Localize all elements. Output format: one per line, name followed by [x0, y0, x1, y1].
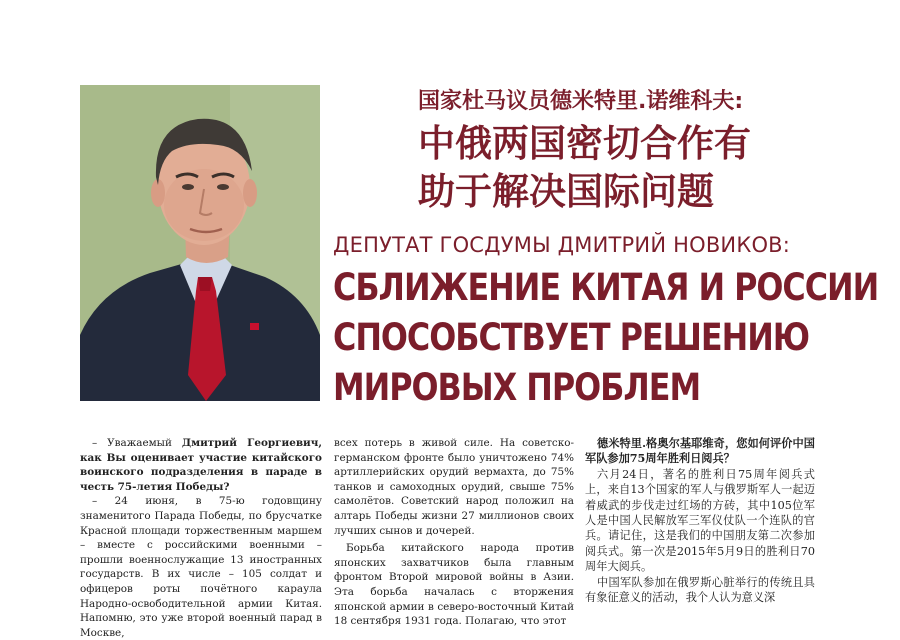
- headline-ru-title: [333, 263, 879, 413]
- question-text: Дмитрий Георгиевич, как Вы оценивает участие китайского воинского подразделения в параде в честь 75-летия Победы?: [80, 437, 322, 493]
- headline-ru-title-line: СБЛИЖЕНИЕ КИТАЯ И РОССИИ: [333, 266, 879, 309]
- interview-question-zh: 德米特里.格奥尔基耶维奇，您如何评价中国军队参加75周年胜利日阅兵？: [585, 436, 815, 466]
- interview-answer: – 24 июня, в 75-ю годовщину знаменитого Парада Победы, по брусчатке Красной площади торжественным маршем – вместе с российскими военными – прошли военнослужащие 13 иностранных государств. В их числе – 105 солдат и офицеров роты почётного караула Народно-освободительной армии Китая. Напомню, это уже второй военный парад в Москве,: [80, 495, 322, 639]
- portrait-illustration: [80, 85, 320, 401]
- headline-ru-title-line: СПОСОБСТВУЕТ РЕШЕНИЮ: [333, 316, 810, 359]
- headline-zh-title: [418, 120, 878, 216]
- article-column-2: [334, 436, 574, 628]
- headline-zh-title-line: 中俄两国密切合作有: [418, 122, 751, 165]
- interview-question: [80, 436, 322, 494]
- portrait-photo: [80, 85, 320, 401]
- headline-zh-title-line: 助于解决国际问题: [418, 170, 714, 213]
- paragraph-zh: 中国军队参加在俄罗斯心脏举行的传统且具有象征意义的活动，我个人认为意义深: [585, 575, 815, 605]
- paragraph-zh: 六月24日，著名的胜利日75周年阅兵式上，来自13个国家的军人与俄罗斯军人一起迈着威武的步伐走过红场的方砖，其中105位军人是中国人民解放军三军仪仗队一个连队的官兵。请记住，这是我们的中国朋友第二次参加阅兵式。第一次是2015年5月9日的胜利日70周年大阅兵。: [585, 467, 815, 574]
- headline-zh-subtitle: 国家杜马议员德米特里.诺维科夫:: [418, 89, 744, 114]
- headline-ru-title-line: МИРОВЫХ ПРОБЛЕМ: [333, 366, 701, 409]
- paragraph: Борьба китайского народа против японских захватчиков была главным фронтом Второй мировой войны в Азии. Эта борьба началась с вторжения японской армии в северо-восточный Китай 18 сентября 1931 года. Полагаю, что этот: [334, 542, 574, 628]
- question-lead: – Уважаемый: [92, 437, 182, 449]
- headline-ru-subtitle: ДЕПУТАТ ГОСДУМЫ ДМИТРИЙ НОВИКОВ:: [333, 233, 791, 257]
- article-column-1: [80, 436, 322, 639]
- article-column-3-zh: [585, 436, 815, 605]
- paragraph: всех потерь в живой силе. На советско-германском фронте было уничтожено 74% артиллерийских орудий вермахта, до 75% танков и самоходных орудий, свыше 75% самолётов. Советский народ положил на алтарь Победы жизни 27 миллионов своих лучших сынов и дочерей.: [334, 437, 574, 537]
